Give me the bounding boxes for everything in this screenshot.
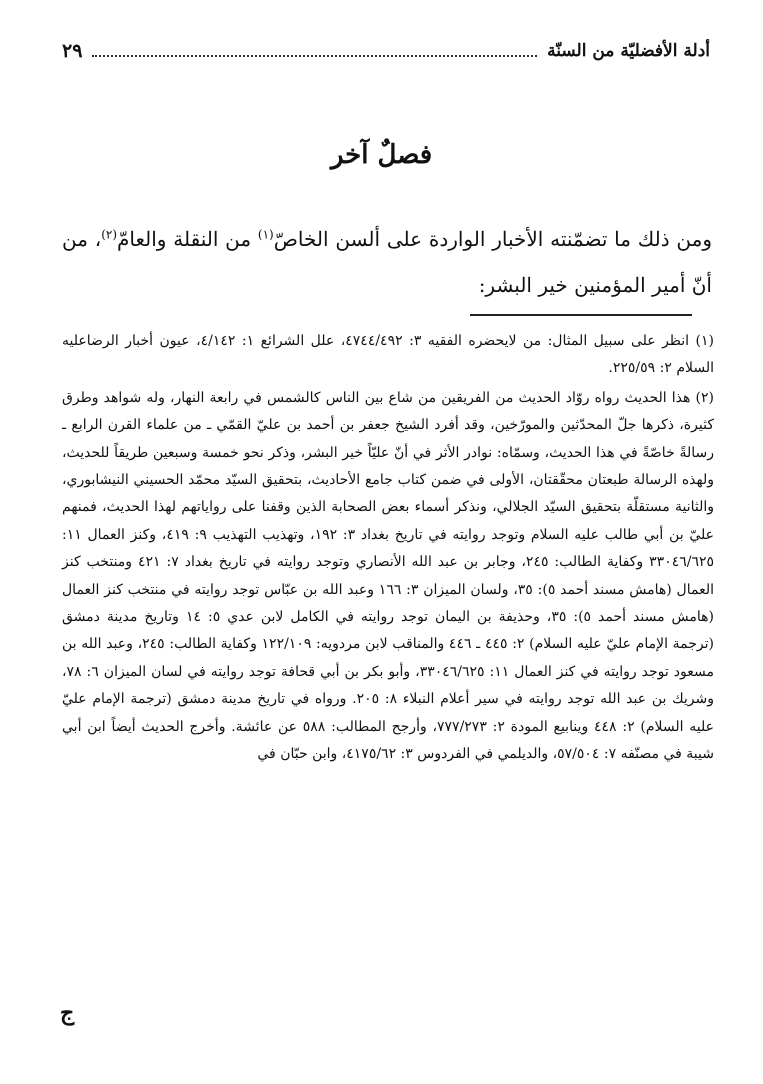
running-header — [62, 36, 710, 66]
footnote-separator — [470, 314, 692, 316]
footnote-2: (٢) هذا الحديث رواه روّاد الحديث من الفريقين من شاع بين الناس كالشمس في رابعة النهار، وله شواهد وطرق كثيرة، ذكرها جلّ المحدّثين والمورّخين، وقد أفرد الشيخ جعفر بن أحمد بن عليّ القمّي ـ من علماء القرن الرابع ـ رسالةً خاصّةً في هذا الحديث، وسمّاه: نوادر الأثر في أنّ عليّاً خير البشر، وذكر نحو خمسة وسبعين طريقاً للحديث، ولهذه الرسالة طبعتان محقّقتان، الأولى في ضمن كتاب جامع الأحاديث، بتحقيق السيّد محمّد الحسيني النيشابوري، والثانية مستقلّة بتحقيق السيّد الجلالي، ونذكر أسماء بعض الصحابة الذين وقفنا على رواياتهم لهذا الحديث، فمنهم عليّ بن أبي طالب عليه السلام وتوجد روايته في تاريخ بغداد ٣: ١٩٢، وتهذيب التهذيب ٩: ٤١٩، وكنز العمال ١١: ٣٣٠٤٦/٦٢٥ وكفاية الطالب: ٢٤٥، وجابر بن عبد الله الأنصاري وتوجد روايته في تاريخ بغداد ٧: ٤٢١ ومنتخب كنز العمال (هامش مسند أحمد ٥): ٣٥، ولسان الميزان ٣: ١٦٦ وعبد الله بن عبّاس توجد روايته في منتخب كنز العمال (هامش مسند أحمد ٥): ٣٥، وحذيفة بن اليمان توجد روايته في الكامل لابن عدي ٥: ١٤ وتاريخ مدينة دمشق (ترجمة الإمام عليّ عليه السلام) ٢: ٤٤٥ ـ ٤٤٦ والمناقب لابن مردويه: ١٢٢/١٠٩ وكفاية الطالب: ٢٤٥، وعبد الله بن مسعود توجد روايته في كنز العمال ١١: ٣٣٠٤٦/٦٢٥، وأبو بكر بن أبي قحافة توجد روايته في لسان الميزان ٦: ٧٨، وشريك بن عبد الله توجد روايته في سير أعلام النبلاء ٨: ٢٠٥. ورواه في تاريخ مدينة دمشق (ترجمة الإمام عليّ عليه السلام) ٢: ٤٤٨ وينابيع المودة ٢: ٧٧٧/٢٧٣، وأرجح المطالب: ٥٨٨ عن عائشة. وأخرج الحديث أيضاً ابن أبي شيبة في مصنّفه ٧: ٥٧/٥٠٤، والديلمي في الفردوس ٣: ٤١٧٥/٦٢، وابن حبّان في — [62, 389, 715, 763]
footnote-ref-1[interactable]: (١) — [257, 227, 274, 242]
intro-text-3: ، من أنّ أمير المؤمنين خير البشر: — [62, 227, 712, 297]
footnote-1: (١) انظر على سبيل المثال: من لايحضره الفقيه ٣: ٤٧٤٤/٤٩٢، علل الشرائع ١: ٤/١٤٢، عيون أخبار الرضاعليه السلام ٢: ٢٢٥/٥٩. — [62, 333, 715, 377]
section-title: فصلٌ آخر — [330, 140, 433, 170]
continuation-mark: ج — [60, 1000, 75, 1026]
running-title: أدلة الأفضليّة من السنّة — [547, 41, 710, 61]
footnote-ref-2[interactable]: (٢) — [101, 227, 118, 242]
intro-text-1: ومن ذلك ما تضمّنته الأخبار الواردة على ألسن الخاصّ — [273, 227, 712, 251]
footnotes — [62, 328, 714, 769]
dotted-leader — [92, 45, 537, 57]
intro-paragraph — [62, 216, 712, 308]
intro-text-2: من النقلة والعامّ — [117, 227, 258, 251]
page-number: ٢٩ — [62, 40, 83, 62]
